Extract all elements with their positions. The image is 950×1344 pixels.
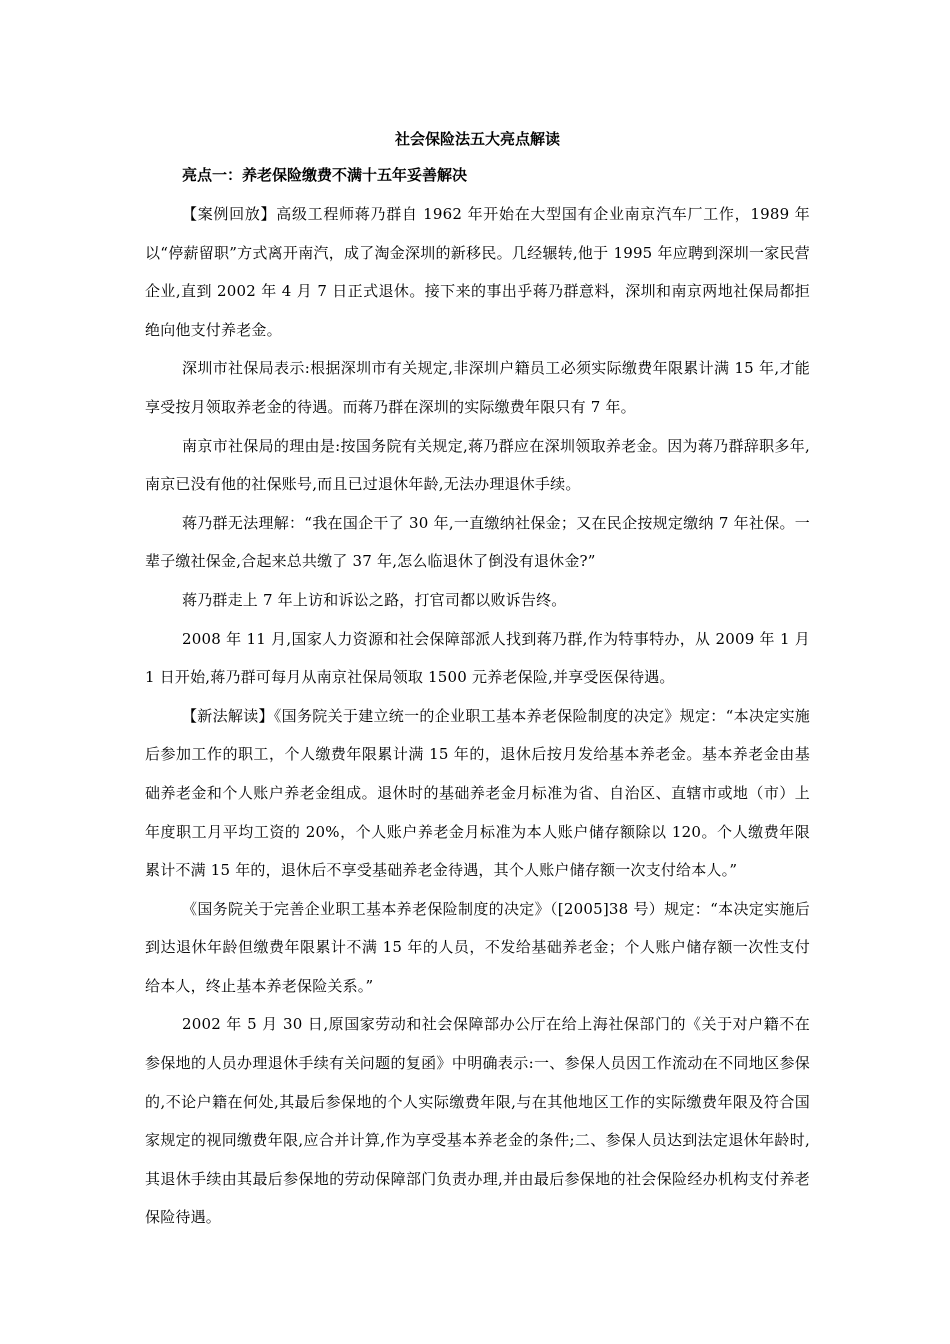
paragraph-reply-letter: 2002 年 5 月 30 日,原国家劳动和社会保障部办公厅在给上海社保部门的《关于对户籍不在参保地的人员办理退休手续有关问题的复函》中明确表示:一、参保人员因工作流动在不同地区参保的,不论户籍在何处,其最后参保地的个人实际缴费年限,与在其他地区工作的实际缴费年限及符合国家规定的视同缴费年限,应合并计算,作为享受基本养老金的条件;二、参保人员达到法定退休年龄时,其退休手续由其最后参保地的劳动保障部门负责办理,并由最后参保地的社会保险经办机构支付养老保险待遇。 [145,1015,810,1227]
paragraph-jiang-quote: 蒋乃群无法理解：“我在国企干了 30 年,一直缴纳社保金；又在民企按规定缴纳 7 年社保。一辈子缴社保金,合起来总共缴了 37 年,怎么临退休了倒没有退休金?” [145,513,810,571]
paragraph-new-law-2: 《国务院关于完善企业职工基本养老保险制度的决定》（[2005]38 号）规定：“本决定实施后到达退休年龄但缴费年限累计不满 15 年的人员，不发给基础养老金；个人账户储存额一次性支付给本人，终止基本养老保险关系。” [145,899,810,995]
document-title: 社会保险法五大亮点解读 [394,130,560,148]
document-body [145,121,810,1237]
paragraph-resolution: 2008 年 11 月,国家人力资源和社会保障部派人找到蒋乃群,作为特事特办，从 2009 年 1 月 1 日开始,蒋乃群可每月从南京社保局领取 1500 元养老保险,并享受医保待遇。 [145,629,811,687]
paragraph-case-review: 【案例回放】高级工程师蒋乃群自 1962 年开始在大型国有企业南京汽车厂工作，1989 年以“停薪留职”方式离开南汽，成了淘金深圳的新移民。几经辗转,他于 1995 年应聘到深圳一家民营企业,直到 2002 年 4 月 7 日正式退休。接下来的事出乎蒋乃群意料，深圳和南京两地社保局都拒绝向他支付养老金。 [145,205,810,339]
paragraph-lawsuit: 蒋乃群走上 7 年上访和诉讼之路，打官司都以败诉告终。 [182,590,567,609]
paragraph-shenzhen-bureau: 深圳市社保局表示:根据深圳市有关规定,非深圳户籍员工必须实际缴费年限累计满 15 年,才能享受按月领取养老金的待遇。而蒋乃群在深圳的实际缴费年限只有 7 年。 [145,359,810,416]
paragraph-new-law-1: 【新法解读】《国务院关于建立统一的企业职工基本养老保险制度的决定》规定：“本决定实施后参加工作的职工，个人缴费年限累计满 15 年的，退休后按月发给基本养老金。基本养老金由基础养老金和个人账户养老金组成。退休时的基础养老金月标准为省、自治区、直辖市或地（市）上年度职工月平均工资的 20%，个人账户养老金月标准为本人账户储存额除以 120。个人缴费年限累计不满 15 年的，退休后不享受基础养老金待遇，其个人账户储存额一次支付给本人。” [145,706,810,880]
paragraph-nanjing-bureau: 南京市社保局的理由是:按国务院有关规定,蒋乃群应在深圳领取养老金。因为蒋乃群辞职多年,南京已没有他的社保账号,而且已过退休年龄,无法办理退休手续。 [145,436,810,494]
section-heading-1: 亮点一：养老保险缴费不满十五年妥善解决 [182,166,468,184]
